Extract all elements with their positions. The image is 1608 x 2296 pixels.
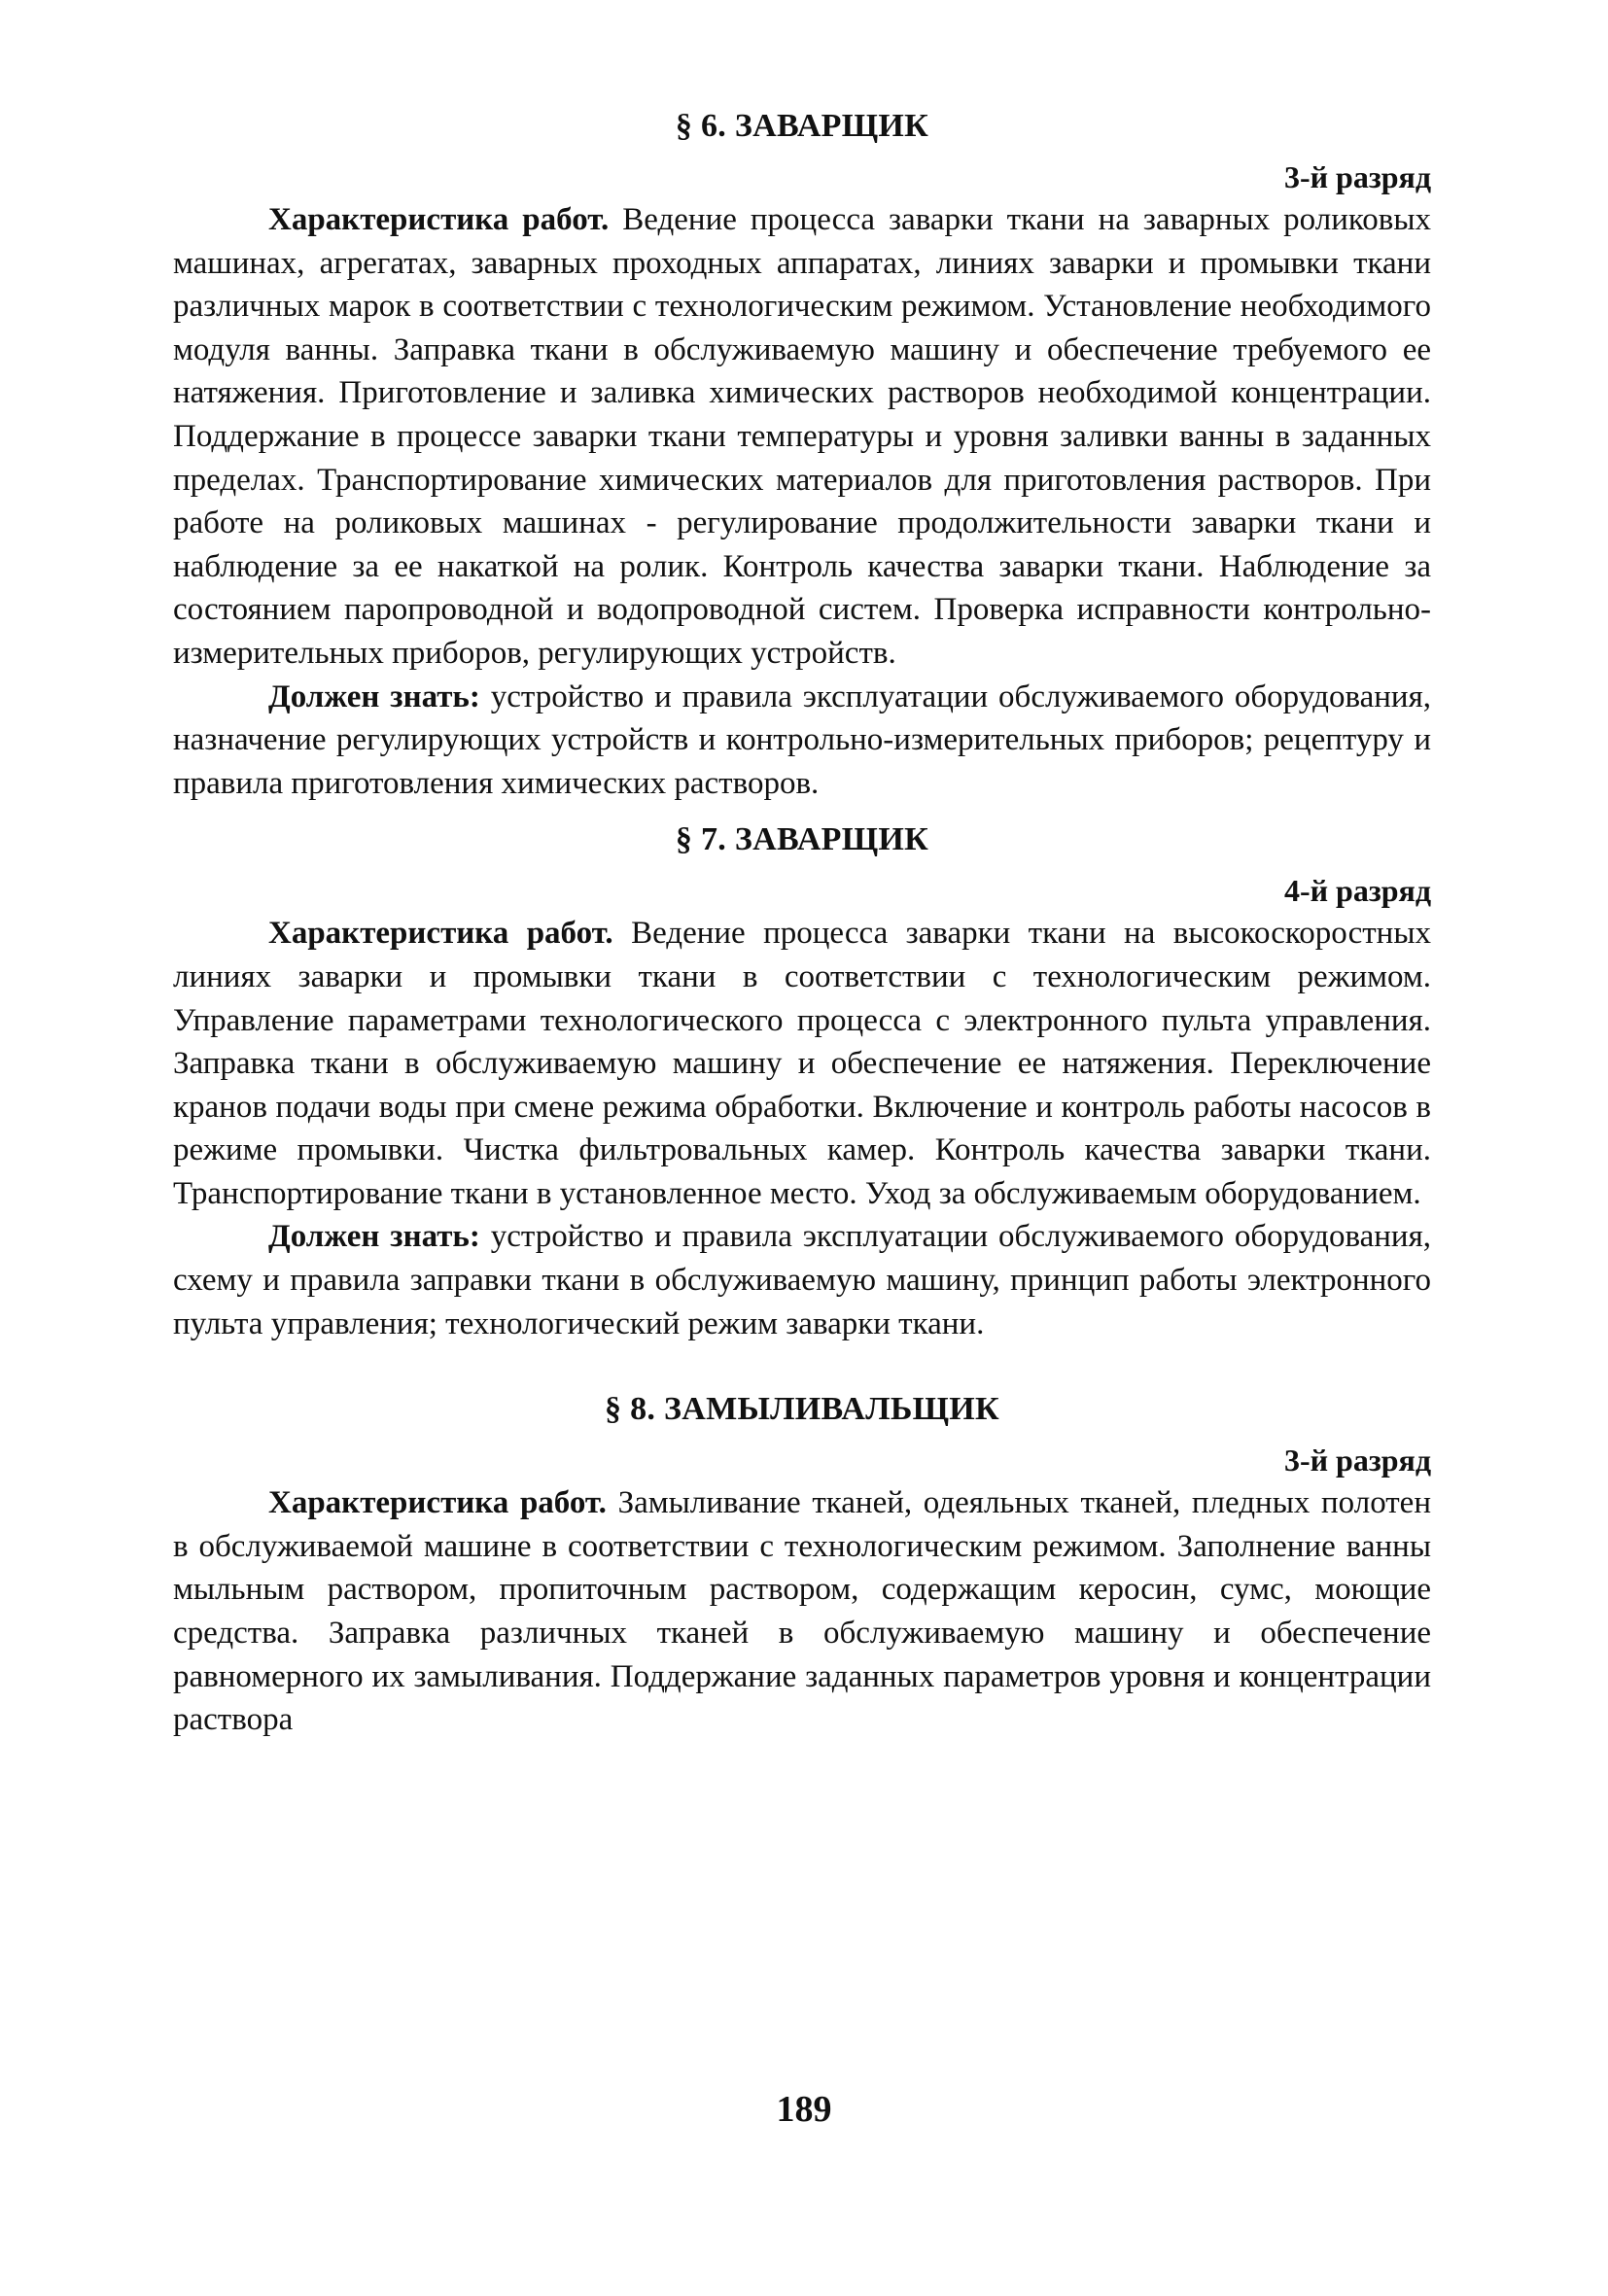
characteristic-text: Ведение процесса заварки ткани на высокоскоростных линиях заварки и промывки ткани в соответствии с технологическим режимом. Управление параметрами технологического процесса с электронного пульта управления. Заправка ткани в обслуживаемую машину и обеспечение ее натяжения. Переключение кранов подачи воды при смене режима обработки. Включение и контроль работы насосов в режиме промывки. Чистка фильтровальных камер. Контроль качества заварки ткани. Транспортирование ткани в установленное место. Уход за обслуживаемым оборудованием.	[173, 916, 1432, 1211]
characteristic-label: Характеристика работ.	[268, 916, 613, 952]
characteristic-text: Ведение процесса заварки ткани на заварных роликовых машинах, агрегатах, заварных проходных аппаратах, линиях заварки и промывки ткани различных марок в соответствии с технологическим режимом. Установление необходимого модуля ванны. Заправка ткани в обслуживаемую машину и обеспечение требуемого ее натяжения. Приготовление и заливка химических растворов необходимой концентрации. Поддержание в процессе заварки ткани температуры и уровня заливки ванны в заданных пределах. Транспортирование химических материалов для приготовления растворов. При работе на роликовых машинах - регулирование продолжительности заварки ткани и наблюдение за ее накаткой на ролик. Контроль качества заварки ткани. Наблюдение за состоянием паропроводной и водопроводной систем. Проверка исправности контрольно-измерительных приборов, регулирующих устройств.	[173, 202, 1431, 671]
section-title: § 7. ЗАВАРЩИК	[675, 821, 929, 858]
characteristic-paragraph	[173, 198, 1431, 676]
section-title: § 8. ЗАМЫЛИВАЛЬЩИК	[605, 1391, 999, 1428]
section-title: § 6. ЗАВАРЩИК	[675, 108, 929, 144]
knowledge-label: Должен знать:	[268, 1219, 480, 1255]
knowledge-text: устройство и правила эксплуатации обслуживаемого оборудования, назначение регулирующих устройств и контрольно-измерительных приборов; рецептуру и правила приготовления химических растворов.	[173, 678, 1431, 801]
section-rank: 4-й разряд	[1283, 873, 1431, 909]
knowledge-paragraph	[173, 676, 1431, 806]
characteristic-paragraph	[173, 1481, 1431, 1742]
characteristic-text: Замыливание тканей, одеяльных тканей, пледных полотен в обслуживаемой машине в соответствии с технологическим режимом. Заполнение ванны мыльным раствором, пропиточным раствором, содержащим керосин, сумс, моющие средства. Заправка различных тканей в обслуживаемую машину и обеспечение равномерного их замыливания. Поддержание заданных параметров уровня и концентрации раствора	[173, 1485, 1431, 1738]
knowledge-paragraph	[173, 1215, 1431, 1345]
characteristic-paragraph	[173, 912, 1431, 1215]
knowledge-text: устройство и правила эксплуатации обслуживаемого оборудования, схему и правила заправки ткани в обслуживаемую машину, принцип работы электронного пульта управления; технологический режим заварки ткани.	[173, 1219, 1431, 1341]
section-rank: 3-й разряд	[1283, 159, 1431, 194]
characteristic-label: Характеристика работ.	[268, 202, 610, 237]
document-page	[173, 105, 1431, 1742]
characteristic-label: Характеристика работ.	[268, 1485, 607, 1521]
page-number: 189	[776, 2089, 832, 2130]
knowledge-label: Должен знать:	[268, 678, 480, 714]
section-rank: 3-й разряд	[1283, 1443, 1431, 1478]
